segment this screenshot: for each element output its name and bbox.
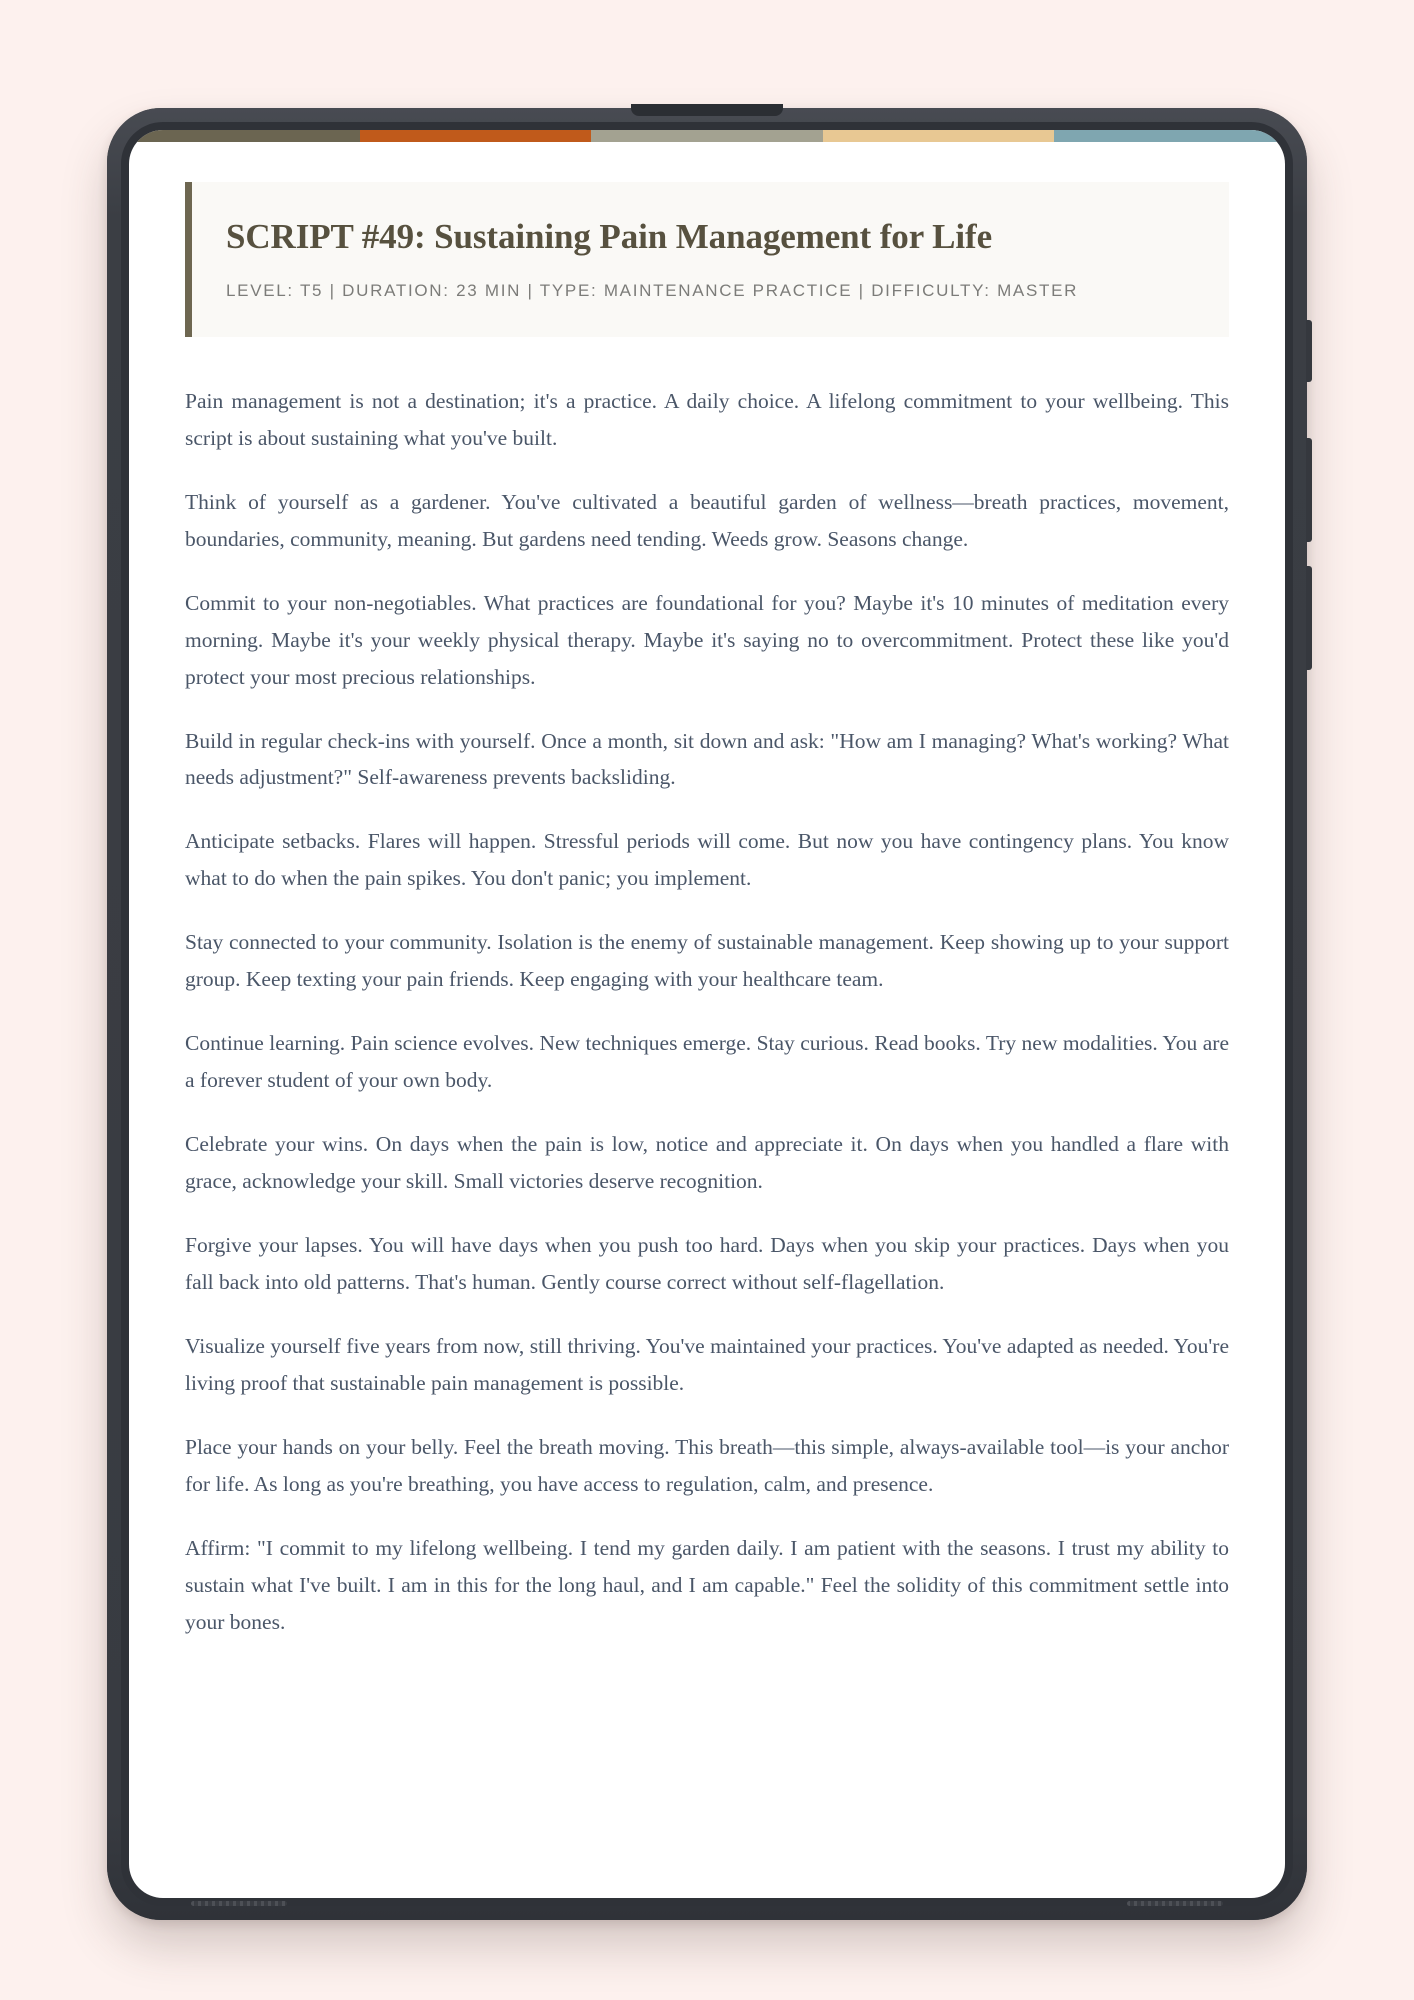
page-title: SCRIPT #49: Sustaining Pain Management for Life	[226, 217, 993, 256]
script-header-card	[185, 182, 1229, 337]
body-paragraph: Continue learning. Pain science evolves. New techniques emerge. Stay curious. Read books. Try new modalities. You are a forever student of your own body.	[185, 1031, 1229, 1093]
body-paragraph: Place your hands on your belly. Feel the breath moving. This breath—this simple, always-available tool—is your anchor for life. As long as you're breathing, you have access to regulation, calm, and presence.	[185, 1435, 1229, 1497]
body-paragraph: Anticipate setbacks. Flares will happen. Stressful periods will come. But now you have contingency plans. You know what to do when the pain spikes. You don't panic; you implement.	[185, 829, 1229, 891]
document-viewport[interactable]	[129, 142, 1285, 1898]
accent-strip-segment-3	[591, 130, 822, 142]
body-paragraph: Forgive your lapses. You will have days when you push too hard. Days when you skip your practices. Days when you fall back into old patterns. That's human. Gently course correct without self-flagellation.	[185, 1233, 1229, 1295]
body-paragraph: Celebrate your wins. On days when the pain is low, notice and appreciate it. On days when you handled a flare with grace, acknowledge your skill. Small victories deserve recognition.	[185, 1132, 1229, 1194]
speaker-grille-left	[191, 1901, 287, 1906]
volume-down-button[interactable]	[1306, 566, 1312, 670]
script-metadata: LEVEL: T5 | DURATION: 23 MIN | TYPE: MAINTENANCE PRACTICE | DIFFICULTY: MASTER	[226, 280, 1079, 300]
volume-up-button[interactable]	[1306, 438, 1312, 542]
body-paragraph: Visualize yourself five years from now, still thriving. You've maintained your practices. You've adapted as needed. You're living proof that sustainable pain management is possible.	[185, 1334, 1229, 1396]
accent-strip-segment-2	[360, 130, 591, 142]
accent-strip-segment-4	[823, 130, 1054, 142]
accent-strip-segment-5	[1054, 130, 1285, 142]
body-paragraph: Build in regular check-ins with yourself. Once a month, sit down and ask: "How am I managing? What's working? What needs adjustment?" Self-awareness prevents backsliding.	[185, 728, 1229, 790]
body-paragraph: Commit to your non-negotiables. What practices are foundational for you? Maybe it's 10 minutes of meditation every morning. Maybe it's your weekly physical therapy. Maybe it's saying no to overcommitment. Protect these like you'd protect your most precious relationships.	[185, 590, 1229, 689]
body-paragraph: Stay connected to your community. Isolation is the enemy of sustainable management. Keep showing up to your support group. Keep texting your pain friends. Keep engaging with your healthcare team.	[185, 930, 1229, 992]
power-button[interactable]	[1306, 320, 1312, 382]
accent-color-strip	[129, 130, 1285, 142]
camera-notch	[631, 104, 783, 116]
speaker-grille-right	[1127, 1901, 1223, 1906]
script-body	[185, 383, 1229, 1641]
tablet-screen	[129, 130, 1285, 1898]
body-paragraph: Pain management is not a destination; it's a practice. A daily choice. A lifelong commitment to your wellbeing. This script is about sustaining what you've built.	[185, 388, 1229, 450]
body-paragraph: Affirm: "I commit to my lifelong wellbeing. I tend my garden daily. I am patient with the seasons. I trust my ability to sustain what I've built. I am in this for the long haul, and I am capable." Feel the solidity of this commitment settle into your bones.	[185, 1536, 1229, 1634]
accent-strip-segment-1	[129, 130, 360, 142]
tablet-device	[107, 108, 1307, 1920]
body-paragraph: Think of yourself as a gardener. You've cultivated a beautiful garden of wellness—breath practices, movement, boundaries, community, meaning. But gardens need tending. Weeds grow. Seasons change.	[185, 489, 1229, 551]
